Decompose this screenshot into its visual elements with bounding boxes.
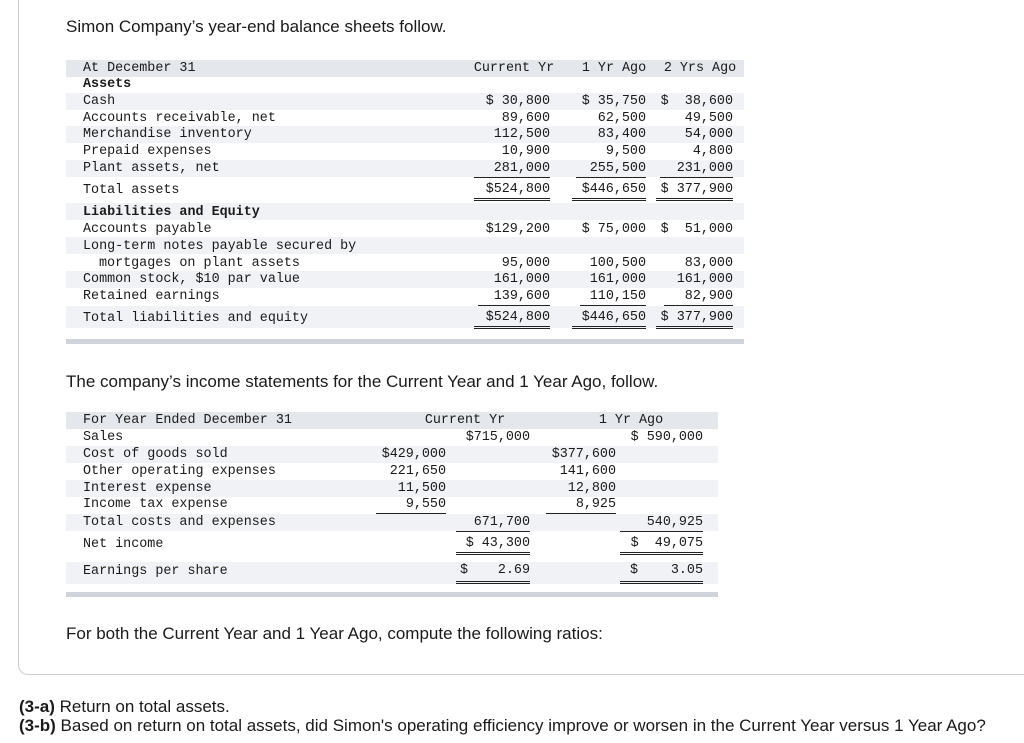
is-col-1yr: 1 Yr Ago <box>598 413 664 428</box>
question-text: Based on return on total assets, did Simon's operating efficiency improve or worsen in the Current Year versus 1 Year Ago? <box>55 716 986 735</box>
bs-cell: $ 38,600 <box>660 94 733 109</box>
bs-cell: 112,500 <box>493 127 550 142</box>
bs-cell: 139,600 <box>478 289 550 306</box>
intro-text: Simon Company’s year-end balance sheets follow. <box>66 17 447 36</box>
is-footer-bar <box>66 592 718 597</box>
bs-cell: $ 35,750 <box>581 94 646 109</box>
bs-cell: $ 377,900 <box>656 182 733 201</box>
is-header-label: For Year Ended December 31 <box>83 413 292 428</box>
is-cell: $ 590,000 <box>630 430 703 445</box>
is-row-label: Other operating expenses <box>83 464 276 479</box>
is-cell: $ 43,300 <box>456 536 530 555</box>
is-row-label: Income tax expense <box>83 497 228 512</box>
is-row-label: Cost of goods sold <box>83 447 228 462</box>
bs-cell: $446,650 <box>572 310 646 329</box>
bs-cell: 161,000 <box>589 272 646 287</box>
bs-total-le-label: Total liabilities and equity <box>83 311 308 326</box>
eps-current-cell <box>456 563 530 584</box>
bs-cell: 82,900 <box>664 289 733 306</box>
question-text: Return on total assets. <box>54 697 230 716</box>
bs-cell: 100,500 <box>589 256 646 271</box>
bs-cell: 54,000 <box>684 127 733 142</box>
bs-cell: $446,650 <box>572 182 646 201</box>
bs-cell: 9,500 <box>605 144 646 159</box>
is-row-label: Net income <box>83 537 164 552</box>
bs-cell: $ 377,900 <box>656 310 733 329</box>
is-cell: 12,800 <box>567 481 616 496</box>
is-cell: 141,600 <box>559 464 616 479</box>
bs-row-label: Common stock, $10 par value <box>83 272 300 287</box>
bs-col-1yr: 1 Yr Ago <box>581 61 647 76</box>
liabilities-heading: Liabilities and Equity <box>83 205 260 220</box>
is-cell: 2.69 <box>497 563 530 578</box>
bs-cell: 4,800 <box>692 144 733 159</box>
bs-row-label: mortgages on plant assets <box>99 256 300 271</box>
bs-cell: 231,000 <box>660 161 733 178</box>
is-cell: 8,925 <box>546 497 616 514</box>
is-col-current: Current Yr <box>424 413 506 428</box>
currency-sign: $ <box>460 563 469 578</box>
is-cell: $715,000 <box>465 430 530 445</box>
is-cell: 11,500 <box>397 481 446 496</box>
question-tag: (3-b) <box>19 716 56 735</box>
bs-cell: $524,800 <box>474 310 550 329</box>
bs-cell: 110,150 <box>580 289 646 306</box>
income-intro-text: The company’s income statements for the Current Year and 1 Year Ago, follow. <box>66 372 659 391</box>
is-cell: 9,550 <box>376 497 446 514</box>
bs-footer-bar <box>66 339 744 344</box>
is-row-label: Sales <box>83 430 124 445</box>
bs-col-2yr: 2 Yrs Ago <box>663 61 737 76</box>
is-cell: 671,700 <box>456 515 530 532</box>
is-cell: 540,925 <box>620 515 703 532</box>
bs-cell: 255,500 <box>576 161 646 178</box>
bs-cell: 161,000 <box>493 272 550 287</box>
bs-row-label: Long-term notes payable secured by <box>83 239 357 254</box>
bs-row-label: Prepaid expenses <box>83 144 212 159</box>
is-cell: $429,000 <box>381 447 446 462</box>
currency-sign: $ <box>630 563 639 578</box>
question-3a <box>19 697 230 717</box>
bs-cell: 89,600 <box>501 111 550 126</box>
bs-cell: 62,500 <box>597 111 646 126</box>
bs-total-assets-label: Total assets <box>83 183 180 198</box>
bs-row-label: Plant assets, net <box>83 161 220 176</box>
eps-prior-cell <box>620 563 703 584</box>
bs-row-label: Cash <box>83 94 116 109</box>
bs-cell: 161,000 <box>676 272 733 287</box>
is-cell: $ 49,075 <box>620 536 703 555</box>
is-cell: $377,600 <box>551 447 616 462</box>
bs-cell: $ 75,000 <box>581 222 646 237</box>
bs-row-label: Retained earnings <box>83 289 220 304</box>
bs-cell: 281,000 <box>474 161 550 178</box>
assets-heading: Assets <box>83 77 132 92</box>
bs-cell: 83,000 <box>684 256 733 271</box>
bs-row-label: Accounts receivable, net <box>83 111 276 126</box>
bs-cell: 83,400 <box>597 127 646 142</box>
bs-cell: $ 30,800 <box>485 94 550 109</box>
bs-cell: $ 51,000 <box>660 222 733 237</box>
compute-instruction: For both the Current Year and 1 Year Ago, compute the following ratios: <box>66 624 603 643</box>
is-cell: 221,650 <box>389 464 446 479</box>
is-row-label: Interest expense <box>83 481 212 496</box>
bs-col-current: Current Yr <box>473 61 555 76</box>
bs-cell: $524,800 <box>474 182 550 201</box>
bs-cell: 10,900 <box>501 144 550 159</box>
bs-header-label: At December 31 <box>83 61 196 76</box>
question-3b <box>19 716 986 736</box>
bs-row-label: Merchandise inventory <box>83 127 252 142</box>
bs-cell: 49,500 <box>684 111 733 126</box>
bs-cell: 95,000 <box>501 256 550 271</box>
is-row-label: Total costs and expenses <box>83 515 276 530</box>
is-row-label: Earnings per share <box>83 564 228 579</box>
bs-cell: $129,200 <box>485 222 550 237</box>
is-cell: 3.05 <box>670 563 703 578</box>
bs-row-label: Accounts payable <box>83 222 212 237</box>
question-tag: (3-a) <box>19 697 55 716</box>
